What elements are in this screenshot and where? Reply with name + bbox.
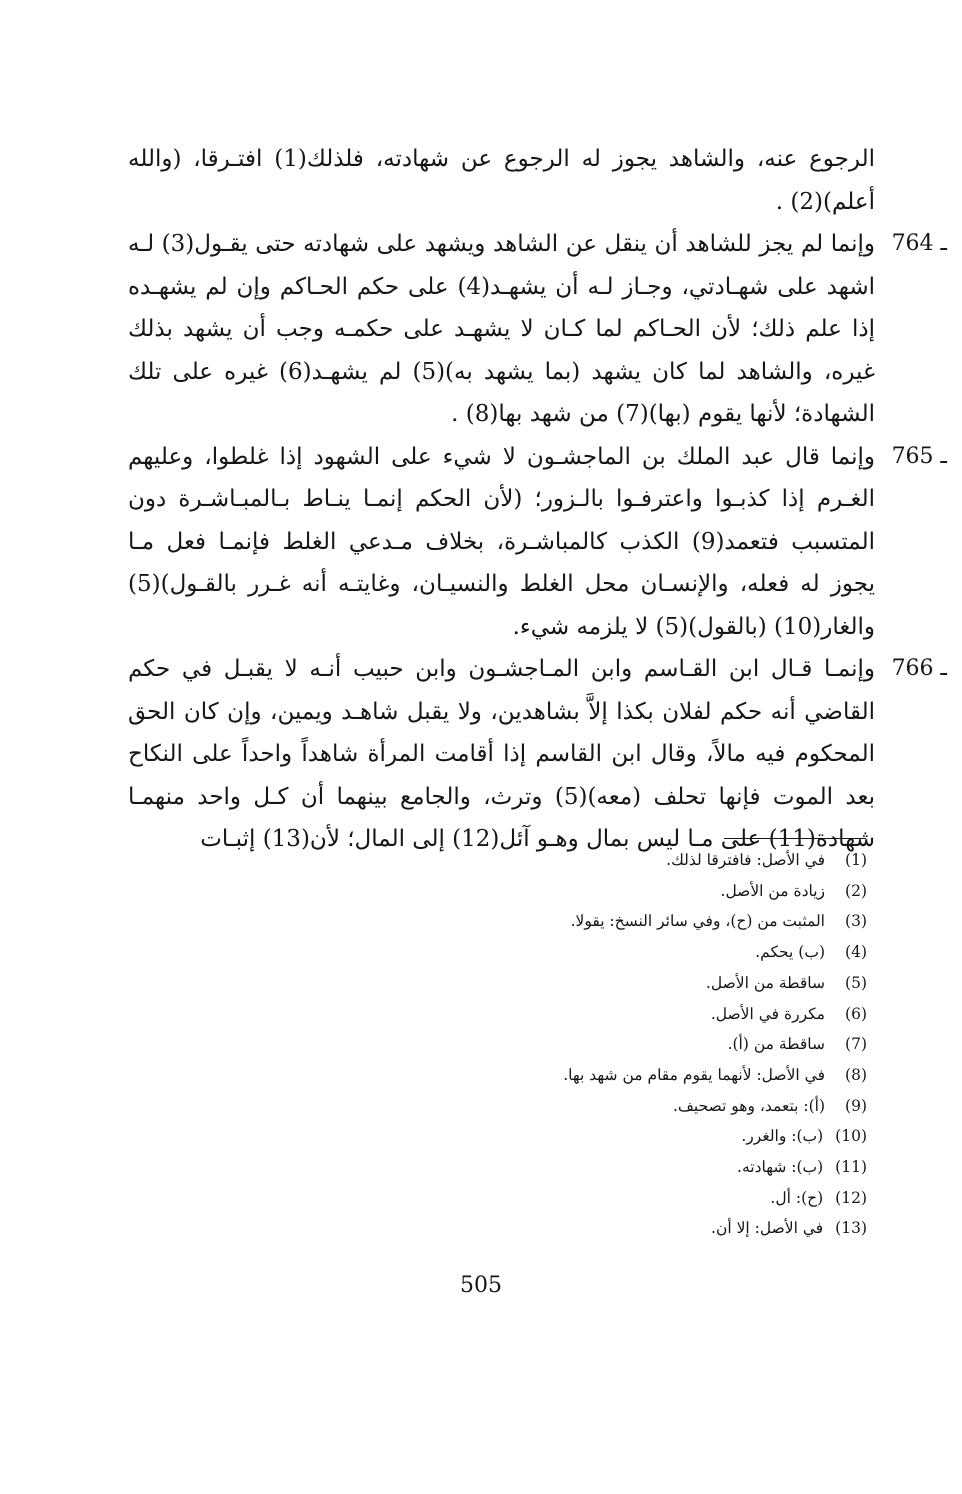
main-text bbox=[128, 138, 947, 861]
footnote-text: زيادة من الأصل. bbox=[720, 881, 825, 900]
footnote bbox=[267, 937, 867, 968]
footnote-text: ساقطة من الأصل. bbox=[705, 973, 825, 992]
paragraph-continued bbox=[128, 138, 875, 223]
footnote-text: المثبت من (ح)، وفي سائر النسخ: يقولا. bbox=[570, 912, 825, 931]
footnote-text: (ب): شهادته. bbox=[737, 1158, 824, 1177]
paragraph-text: الرجوع عنه، والشاهد يجوز له الرجوع عن شهادته، فلذلك(1) افتـرقا، (والله أعلم)(2) . bbox=[128, 146, 875, 215]
footnote-number: (11) bbox=[835, 1158, 867, 1177]
footnotes-list bbox=[267, 845, 867, 1244]
entry-number: 766 ـ bbox=[891, 656, 947, 681]
footnote-text: (ب) يحكم. bbox=[755, 943, 825, 962]
paragraph-text: وإنمـا قـال ابن القـاسم وابن المـاجشـون وابن حبيب أنـه لا يقبـل في حكم القاضي أنه حكم لفلان بكذا إلاَّ بشاهدين، ولا يقبل شاهـد ويمين، وإن كان الحق المحكوم فيه مالاً، وقال ابن القاسم إذا أقامت المرأة شاهداً واحداً على النكاح بعد الموت فإنها تحلف (معه)(5) وترث، والجامع بينهما أن كـل واحد منهمـا شهادة(11) على مـا ليس بمال وهـو آئل(12) إلى المال؛ لأن(13) إثبـات bbox=[128, 656, 875, 852]
footnote bbox=[267, 1060, 867, 1091]
footnote-text: ساقطة من (أ). bbox=[727, 1035, 825, 1054]
paragraph-text: وإنما لم يجز للشاهد أن ينقل عن الشاهد ويشهد على شهادته حتى يقـول(3) لـه اشهد على شهـادتي، وجـاز لـه أن يشهـد(4) على حكم الحـاكم وإن لم يشهـده إذا علم ذلك؛ لأن الحـاكم لما كـان لا يشهـد على حكمـه وجب أن يشهد بذلك غيره، والشاهد لما كان يشهد (بما يشهد به)(5) لم يشهـد(6) غيره على تلك الشهادة؛ لأنها يقوم (بها)(7) من شهد بها(8) . bbox=[128, 231, 875, 427]
footnote-text: (ح): أل. bbox=[770, 1188, 824, 1207]
entry-number: 764 ـ bbox=[891, 231, 947, 256]
footnote-number: (13) bbox=[835, 1219, 867, 1238]
footnote bbox=[267, 1029, 867, 1060]
footnote-text: (ب): والغرر. bbox=[741, 1127, 824, 1146]
footnote bbox=[267, 876, 867, 907]
footnote-number: (5) bbox=[845, 973, 867, 992]
footnote-number: (9) bbox=[845, 1096, 867, 1115]
footnote-number: (7) bbox=[845, 1035, 867, 1054]
footnote bbox=[267, 845, 867, 876]
footnote-number: (4) bbox=[845, 943, 867, 962]
entry-number: 765 ـ bbox=[891, 443, 947, 469]
footnote bbox=[267, 906, 867, 937]
footnote bbox=[267, 1121, 867, 1152]
footnote-number: (1) bbox=[845, 851, 867, 869]
footnote-number: (3) bbox=[845, 912, 867, 931]
footnote bbox=[267, 1183, 867, 1214]
footnote-number: (12) bbox=[835, 1188, 867, 1207]
footnote-text: (أ): بتعمد، وهو تصحيف. bbox=[672, 1096, 825, 1115]
footnote-number: (2) bbox=[845, 881, 867, 900]
footnote-number: (6) bbox=[845, 1004, 867, 1023]
footnote-divider bbox=[724, 838, 866, 839]
footnote bbox=[267, 968, 867, 999]
footnote-number: (10) bbox=[835, 1127, 867, 1146]
footnote-text: مكررة في الأصل. bbox=[710, 1004, 825, 1023]
footnote bbox=[267, 1213, 867, 1244]
footnote-text: في الأصل: لأنهما يقوم مقام من شهد بها. bbox=[563, 1065, 825, 1084]
page-number: 505 bbox=[460, 1273, 502, 1298]
footnote bbox=[267, 1152, 867, 1183]
paragraph-text: وإنما قال عبد الملك بن الماجشـون لا شيء على الشهود إذا غلطوا، وعليهم الغـرم إذا كذبـوا واعترفـوا بالـزور؛ (لأن الحكم إنمـا ينـاط بـالمبـاشـرة دون المتسبب فتعمد(9) الكذب كالمباشـرة، بخلاف مـدعي الغلط فإنمـا فعل مـا يجوز له فعله، والإنسـان محل الغلط والنسيـان، وغايتـه أنه غـرر بالقـول)(5) والغار(10) (بالقول)(5) لا يلزمه شيء. bbox=[128, 443, 875, 640]
footnote-text: في الأصل: فافترقا لذلك. bbox=[666, 851, 825, 869]
footnote-number: (8) bbox=[845, 1065, 867, 1084]
footnote bbox=[267, 999, 867, 1030]
entry-765 bbox=[128, 436, 947, 649]
entry-764 bbox=[128, 223, 947, 436]
entry-766 bbox=[128, 648, 947, 861]
footnote bbox=[267, 1091, 867, 1122]
footnote-text: في الأصل: إلا أن. bbox=[711, 1219, 824, 1238]
